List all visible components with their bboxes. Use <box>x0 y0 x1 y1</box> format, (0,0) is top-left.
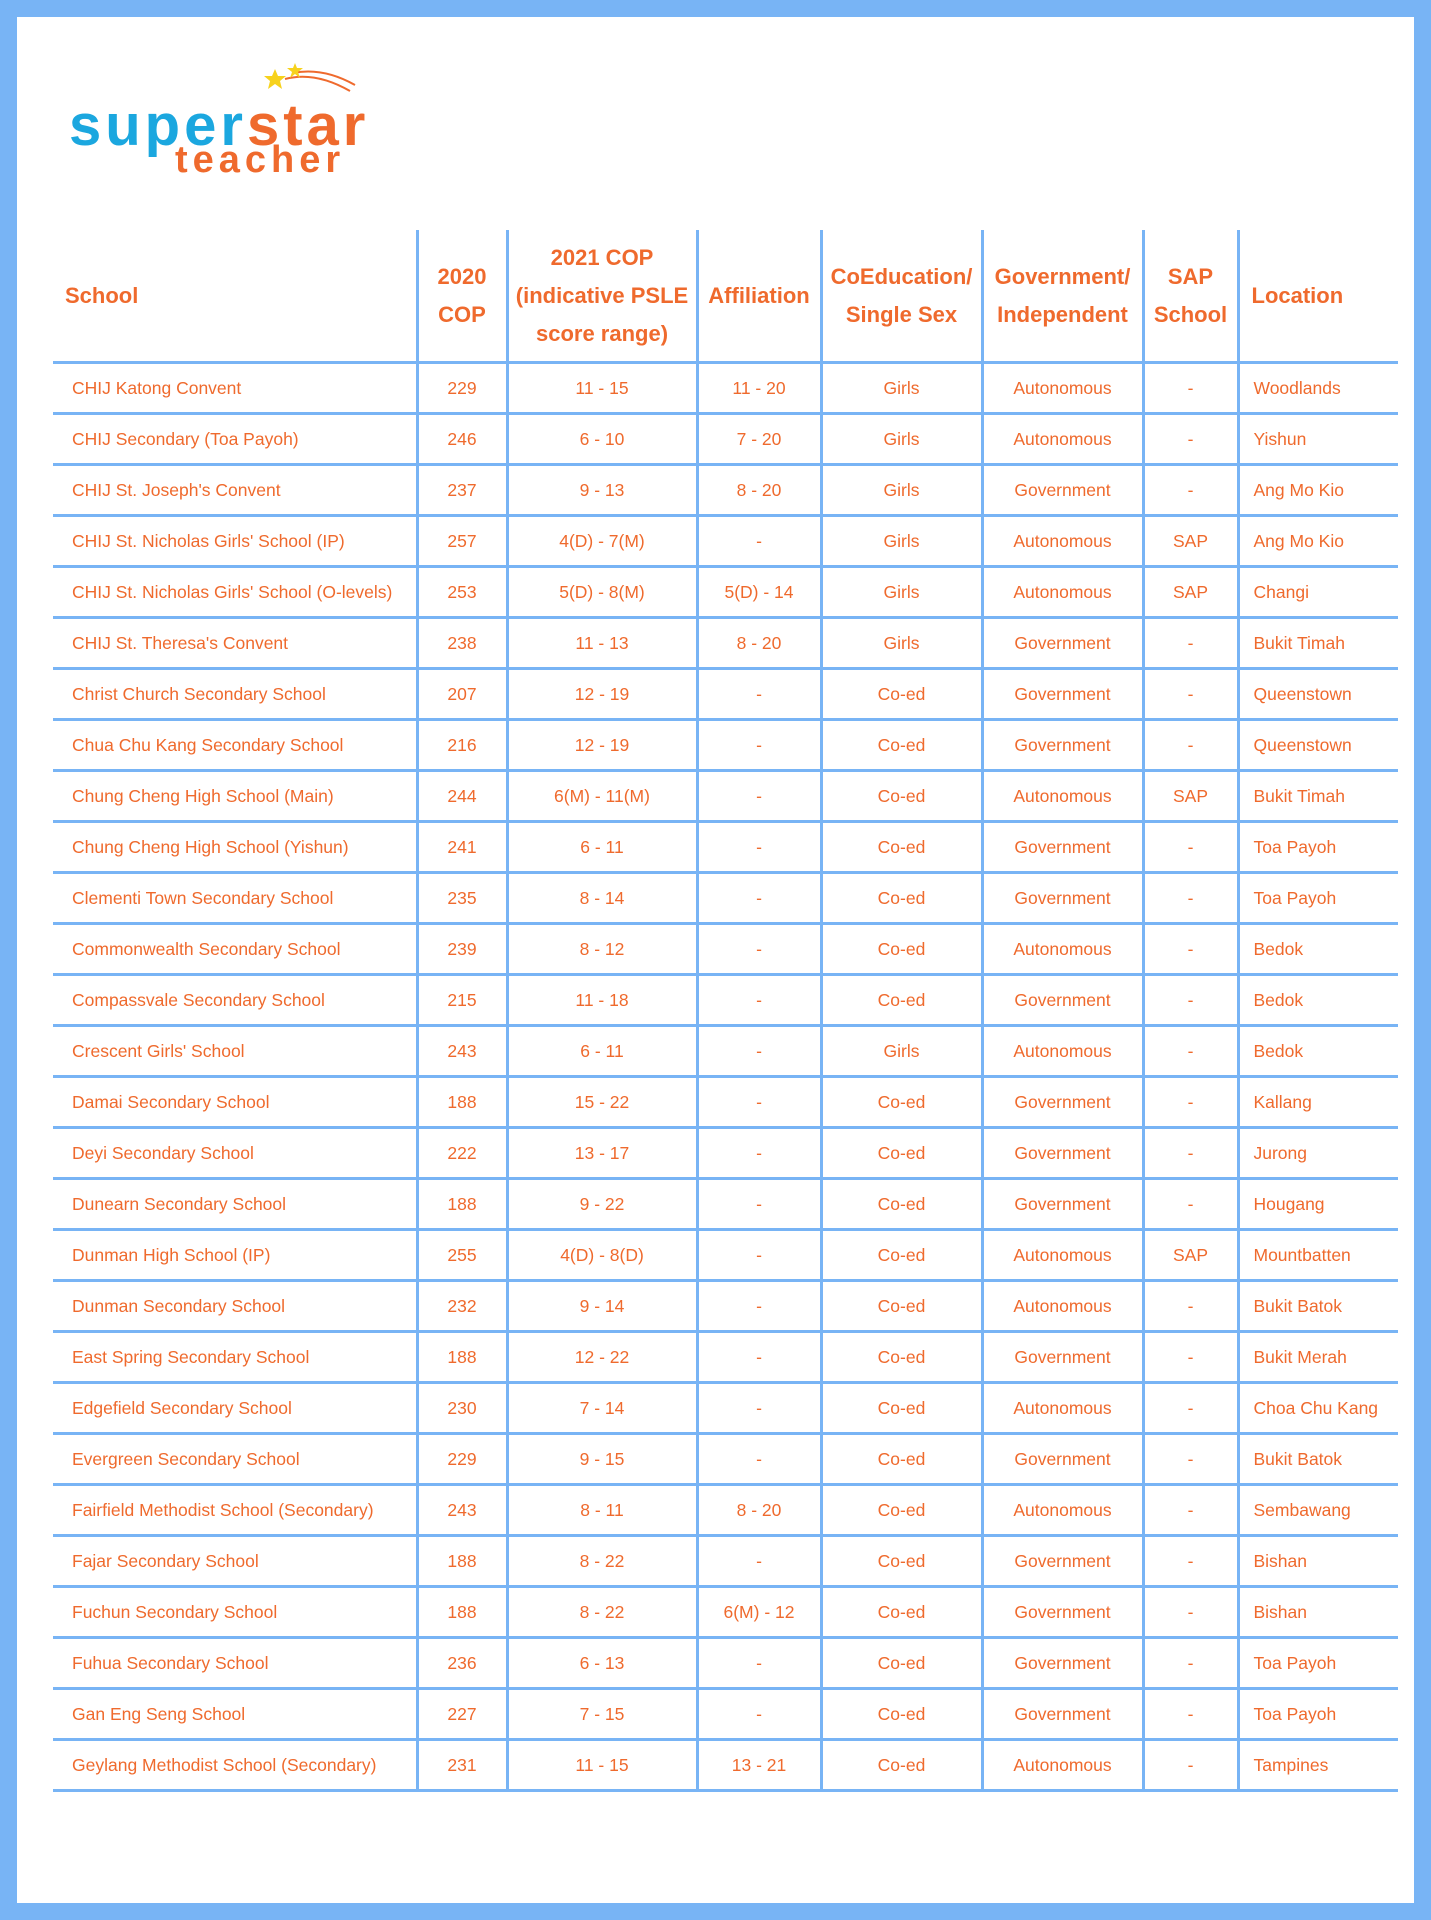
cell-cop-2020: 235 <box>417 873 507 924</box>
cell-cop-2020: 238 <box>417 618 507 669</box>
cell-location: Ang Mo Kio <box>1238 516 1398 567</box>
cell-cop-2021: 7 - 14 <box>507 1383 697 1434</box>
cell-government-independent: Government <box>982 465 1143 516</box>
cell-coeducation: Co-ed <box>821 924 982 975</box>
cell-sap-school: - <box>1143 1281 1238 1332</box>
cell-school: Crescent Girls' School <box>53 1026 417 1077</box>
cell-cop-2020: 188 <box>417 1536 507 1587</box>
cell-sap-school: - <box>1143 720 1238 771</box>
cell-coeducation: Co-ed <box>821 1485 982 1536</box>
cell-school: Gan Eng Seng School <box>53 1689 417 1740</box>
cell-school: Edgefield Secondary School <box>53 1383 417 1434</box>
cell-coeducation: Co-ed <box>821 822 982 873</box>
cell-government-independent: Government <box>982 1179 1143 1230</box>
cell-cop-2021: 4(D) - 8(D) <box>507 1230 697 1281</box>
cell-coeducation: Co-ed <box>821 1536 982 1587</box>
table-row <box>53 873 1398 924</box>
cell-affiliation: - <box>697 669 821 720</box>
cell-government-independent: Autonomous <box>982 1485 1143 1536</box>
cell-cop-2020: 257 <box>417 516 507 567</box>
cell-location: Ang Mo Kio <box>1238 465 1398 516</box>
cell-cop-2020: 237 <box>417 465 507 516</box>
cell-cop-2020: 246 <box>417 414 507 465</box>
cell-sap-school: - <box>1143 1077 1238 1128</box>
cell-sap-school: - <box>1143 1434 1238 1485</box>
cell-sap-school: - <box>1143 363 1238 414</box>
cell-government-independent: Autonomous <box>982 516 1143 567</box>
cell-location: Toa Payoh <box>1238 873 1398 924</box>
cell-sap-school: SAP <box>1143 771 1238 822</box>
cell-affiliation: - <box>697 975 821 1026</box>
cell-cop-2020: 243 <box>417 1026 507 1077</box>
cell-cop-2021: 15 - 22 <box>507 1077 697 1128</box>
cell-cop-2021: 6 - 11 <box>507 822 697 873</box>
cell-coeducation: Co-ed <box>821 975 982 1026</box>
cell-coeducation: Girls <box>821 414 982 465</box>
cell-government-independent: Autonomous <box>982 363 1143 414</box>
cell-sap-school: - <box>1143 924 1238 975</box>
cell-cop-2021: 8 - 14 <box>507 873 697 924</box>
cell-school: East Spring Secondary School <box>53 1332 417 1383</box>
table-row <box>53 771 1398 822</box>
header-school <box>53 230 417 363</box>
cell-school: CHIJ Secondary (Toa Payoh) <box>53 414 417 465</box>
cell-coeducation: Co-ed <box>821 1638 982 1689</box>
cell-cop-2021: 5(D) - 8(M) <box>507 567 697 618</box>
cell-affiliation: - <box>697 1689 821 1740</box>
cell-government-independent: Autonomous <box>982 1026 1143 1077</box>
table-header-row <box>53 230 1398 363</box>
cell-affiliation: - <box>697 516 821 567</box>
cell-school: CHIJ St. Nicholas Girls' School (O-levels) <box>53 567 417 618</box>
cell-cop-2020: 229 <box>417 1434 507 1485</box>
cell-affiliation: - <box>697 1077 821 1128</box>
cell-school: CHIJ Katong Convent <box>53 363 417 414</box>
cell-affiliation: - <box>697 924 821 975</box>
table-row <box>53 1536 1398 1587</box>
table-row <box>53 822 1398 873</box>
cell-sap-school: - <box>1143 1689 1238 1740</box>
cell-school: Dunman High School (IP) <box>53 1230 417 1281</box>
header-sap-school-line: SAP <box>1167 263 1214 289</box>
cop-table <box>53 230 1398 1792</box>
table-row <box>53 1179 1398 1230</box>
cell-cop-2021: 13 - 17 <box>507 1128 697 1179</box>
cell-affiliation: - <box>697 1230 821 1281</box>
cell-affiliation: - <box>697 1281 821 1332</box>
cell-government-independent: Government <box>982 1689 1143 1740</box>
cell-cop-2020: 188 <box>417 1179 507 1230</box>
cell-government-independent: Autonomous <box>982 414 1143 465</box>
cell-cop-2021: 11 - 18 <box>507 975 697 1026</box>
cell-affiliation: 7 - 20 <box>697 414 821 465</box>
cell-affiliation: - <box>697 1332 821 1383</box>
cell-coeducation: Co-ed <box>821 1077 982 1128</box>
cell-location: Sembawang <box>1238 1485 1398 1536</box>
cell-cop-2021: 6 - 11 <box>507 1026 697 1077</box>
cell-cop-2020: 188 <box>417 1077 507 1128</box>
table-row <box>53 1230 1398 1281</box>
cell-school: Commonwealth Secondary School <box>53 924 417 975</box>
cell-coeducation: Co-ed <box>821 1281 982 1332</box>
cell-sap-school: - <box>1143 1485 1238 1536</box>
header-cop-2021-line: (indicative PSLE <box>515 282 689 308</box>
cell-school: Evergreen Secondary School <box>53 1434 417 1485</box>
cell-sap-school: - <box>1143 1128 1238 1179</box>
cell-coeducation: Girls <box>821 363 982 414</box>
cell-coeducation: Girls <box>821 516 982 567</box>
cell-cop-2021: 12 - 19 <box>507 669 697 720</box>
cell-cop-2021: 11 - 15 <box>507 363 697 414</box>
cell-sap-school: - <box>1143 1179 1238 1230</box>
cell-location: Bedok <box>1238 1026 1398 1077</box>
cell-sap-school: - <box>1143 822 1238 873</box>
cell-cop-2020: 241 <box>417 822 507 873</box>
cell-government-independent: Government <box>982 975 1143 1026</box>
header-location <box>1238 230 1398 363</box>
cell-affiliation: - <box>697 1536 821 1587</box>
cell-school: Fuchun Secondary School <box>53 1587 417 1638</box>
cell-coeducation: Co-ed <box>821 1179 982 1230</box>
cell-location: Yishun <box>1238 414 1398 465</box>
table-row <box>53 363 1398 414</box>
cell-cop-2021: 6 - 13 <box>507 1638 697 1689</box>
cell-affiliation: 8 - 20 <box>697 1485 821 1536</box>
superstar-teacher-logo <box>55 55 375 185</box>
cell-cop-2020: 215 <box>417 975 507 1026</box>
cell-school: Deyi Secondary School <box>53 1128 417 1179</box>
cell-government-independent: Government <box>982 1332 1143 1383</box>
table-row <box>53 1383 1398 1434</box>
cell-government-independent: Government <box>982 618 1143 669</box>
cell-cop-2020: 231 <box>417 1740 507 1791</box>
cell-affiliation: - <box>697 1026 821 1077</box>
cell-cop-2021: 12 - 19 <box>507 720 697 771</box>
header-coeducation-line: CoEducation/ <box>830 263 973 289</box>
table-row <box>53 924 1398 975</box>
cell-location: Mountbatten <box>1238 1230 1398 1281</box>
cell-location: Bishan <box>1238 1536 1398 1587</box>
cell-school: Damai Secondary School <box>53 1077 417 1128</box>
cell-location: Changi <box>1238 567 1398 618</box>
cell-cop-2021: 8 - 11 <box>507 1485 697 1536</box>
table-row <box>53 1281 1398 1332</box>
cell-government-independent: Autonomous <box>982 1383 1143 1434</box>
cell-coeducation: Co-ed <box>821 1434 982 1485</box>
cell-affiliation: 8 - 20 <box>697 465 821 516</box>
header-cop-2021-line: 2021 COP <box>550 244 654 270</box>
cell-affiliation: 6(M) - 12 <box>697 1587 821 1638</box>
cell-affiliation: 13 - 21 <box>697 1740 821 1791</box>
header-location-line: Location <box>1251 282 1344 308</box>
cell-government-independent: Government <box>982 1638 1143 1689</box>
table-row <box>53 1332 1398 1383</box>
cell-government-independent: Government <box>982 873 1143 924</box>
cell-cop-2021: 6 - 10 <box>507 414 697 465</box>
cell-cop-2021: 12 - 22 <box>507 1332 697 1383</box>
cell-school: Fairfield Methodist School (Secondary) <box>53 1485 417 1536</box>
cell-coeducation: Co-ed <box>821 720 982 771</box>
cell-coeducation: Co-ed <box>821 669 982 720</box>
cell-sap-school: - <box>1143 414 1238 465</box>
header-affiliation <box>697 230 821 363</box>
table-row <box>53 516 1398 567</box>
cell-cop-2020: 222 <box>417 1128 507 1179</box>
cell-government-independent: Autonomous <box>982 1230 1143 1281</box>
header-affiliation-line: Affiliation <box>708 282 810 308</box>
cell-cop-2020: 230 <box>417 1383 507 1434</box>
cell-location: Toa Payoh <box>1238 1689 1398 1740</box>
table-row <box>53 414 1398 465</box>
cell-cop-2020: 253 <box>417 567 507 618</box>
cell-sap-school: - <box>1143 975 1238 1026</box>
cell-sap-school: - <box>1143 465 1238 516</box>
table-row <box>53 1077 1398 1128</box>
cell-cop-2021: 11 - 15 <box>507 1740 697 1791</box>
cell-school: Fajar Secondary School <box>53 1536 417 1587</box>
cell-affiliation: - <box>697 873 821 924</box>
cell-location: Bukit Timah <box>1238 618 1398 669</box>
cell-location: Queenstown <box>1238 720 1398 771</box>
cell-location: Bedok <box>1238 975 1398 1026</box>
cell-sap-school: - <box>1143 1587 1238 1638</box>
cell-coeducation: Co-ed <box>821 1128 982 1179</box>
cell-affiliation: - <box>697 822 821 873</box>
cell-cop-2021: 6(M) - 11(M) <box>507 771 697 822</box>
cell-location: Hougang <box>1238 1179 1398 1230</box>
logo-star: star <box>246 93 370 158</box>
cell-cop-2021: 9 - 14 <box>507 1281 697 1332</box>
cell-school: Christ Church Secondary School <box>53 669 417 720</box>
cell-sap-school: SAP <box>1143 567 1238 618</box>
table-body <box>53 363 1398 1791</box>
table-row <box>53 975 1398 1026</box>
cell-school: Dunman Secondary School <box>53 1281 417 1332</box>
cell-location: Kallang <box>1238 1077 1398 1128</box>
table-row <box>53 1689 1398 1740</box>
cell-sap-school: - <box>1143 1638 1238 1689</box>
cell-government-independent: Autonomous <box>982 1740 1143 1791</box>
cell-sap-school: - <box>1143 1536 1238 1587</box>
logo-super: super <box>69 93 247 158</box>
cell-government-independent: Government <box>982 822 1143 873</box>
header-cop-2020-line: COP <box>438 301 486 327</box>
cell-sap-school: - <box>1143 618 1238 669</box>
cell-affiliation: - <box>697 1434 821 1485</box>
cell-government-independent: Government <box>982 1587 1143 1638</box>
cell-school: CHIJ St. Theresa's Convent <box>53 618 417 669</box>
cell-location: Toa Payoh <box>1238 822 1398 873</box>
cell-location: Bukit Timah <box>1238 771 1398 822</box>
cell-coeducation: Co-ed <box>821 771 982 822</box>
header-sap-school-line: School <box>1153 301 1228 327</box>
cell-school: Geylang Methodist School (Secondary) <box>53 1740 417 1791</box>
logo-word-teacher: teacher <box>175 139 346 181</box>
cell-affiliation: - <box>697 1638 821 1689</box>
header-government-independent-line: Independent <box>997 301 1128 327</box>
cell-cop-2020: 244 <box>417 771 507 822</box>
header-cop-2020 <box>417 230 507 363</box>
header-coeducation <box>821 230 982 363</box>
cell-government-independent: Government <box>982 669 1143 720</box>
cell-cop-2020: 229 <box>417 363 507 414</box>
cell-location: Queenstown <box>1238 669 1398 720</box>
table-row <box>53 1740 1398 1791</box>
header-school-line: School <box>65 282 139 308</box>
cell-school: Chung Cheng High School (Yishun) <box>53 822 417 873</box>
cell-school: Chua Chu Kang Secondary School <box>53 720 417 771</box>
cell-cop-2020: 207 <box>417 669 507 720</box>
cell-government-independent: Autonomous <box>982 924 1143 975</box>
table-row <box>53 465 1398 516</box>
cell-government-independent: Government <box>982 1536 1143 1587</box>
cell-affiliation: - <box>697 1383 821 1434</box>
cell-government-independent: Government <box>982 1434 1143 1485</box>
cell-affiliation: 11 - 20 <box>697 363 821 414</box>
cell-affiliation: 8 - 20 <box>697 618 821 669</box>
cell-cop-2021: 7 - 15 <box>507 1689 697 1740</box>
cell-sap-school: SAP <box>1143 516 1238 567</box>
cell-location: Tampines <box>1238 1740 1398 1791</box>
cell-coeducation: Girls <box>821 1026 982 1077</box>
cell-location: Choa Chu Kang <box>1238 1383 1398 1434</box>
table-row <box>53 1128 1398 1179</box>
cell-sap-school: - <box>1143 669 1238 720</box>
cell-school: Clementi Town Secondary School <box>53 873 417 924</box>
cell-government-independent: Government <box>982 1128 1143 1179</box>
cell-cop-2020: 232 <box>417 1281 507 1332</box>
cell-government-independent: Government <box>982 720 1143 771</box>
table-row <box>53 1638 1398 1689</box>
cell-location: Bukit Merah <box>1238 1332 1398 1383</box>
cell-cop-2020: 188 <box>417 1332 507 1383</box>
cell-coeducation: Co-ed <box>821 1332 982 1383</box>
cell-coeducation: Co-ed <box>821 1740 982 1791</box>
cell-cop-2021: 8 - 12 <box>507 924 697 975</box>
cell-cop-2021: 4(D) - 7(M) <box>507 516 697 567</box>
cell-school: Fuhua Secondary School <box>53 1638 417 1689</box>
cell-government-independent: Autonomous <box>982 1281 1143 1332</box>
header-sap-school <box>1143 230 1238 363</box>
cell-location: Bukit Batok <box>1238 1434 1398 1485</box>
cell-cop-2021: 8 - 22 <box>507 1536 697 1587</box>
cell-cop-2020: 243 <box>417 1485 507 1536</box>
cell-location: Bukit Batok <box>1238 1281 1398 1332</box>
header-cop-2020-line: 2020 <box>437 263 487 289</box>
table-row <box>53 618 1398 669</box>
cell-coeducation: Girls <box>821 567 982 618</box>
cell-cop-2020: 239 <box>417 924 507 975</box>
table-row <box>53 1587 1398 1638</box>
cell-location: Bedok <box>1238 924 1398 975</box>
page-sheet <box>17 17 1414 1903</box>
cell-cop-2020: 227 <box>417 1689 507 1740</box>
cell-sap-school: - <box>1143 1740 1238 1791</box>
cell-government-independent: Autonomous <box>982 771 1143 822</box>
cell-sap-school: - <box>1143 1332 1238 1383</box>
cell-affiliation: - <box>697 720 821 771</box>
cell-cop-2020: 255 <box>417 1230 507 1281</box>
table-row <box>53 669 1398 720</box>
header-cop-2021 <box>507 230 697 363</box>
cell-school: Compassvale Secondary School <box>53 975 417 1026</box>
cell-coeducation: Co-ed <box>821 1587 982 1638</box>
cell-affiliation: 5(D) - 14 <box>697 567 821 618</box>
cell-location: Woodlands <box>1238 363 1398 414</box>
cell-location: Toa Payoh <box>1238 1638 1398 1689</box>
cell-location: Bishan <box>1238 1587 1398 1638</box>
header-government-independent-line: Government/ <box>994 263 1131 289</box>
cell-affiliation: - <box>697 1179 821 1230</box>
cell-school: Chung Cheng High School (Main) <box>53 771 417 822</box>
cell-cop-2021: 9 - 15 <box>507 1434 697 1485</box>
table-row <box>53 1026 1398 1077</box>
table-row <box>53 567 1398 618</box>
cell-sap-school: - <box>1143 1383 1238 1434</box>
table-row <box>53 720 1398 771</box>
cell-location: Jurong <box>1238 1128 1398 1179</box>
cell-cop-2021: 9 - 13 <box>507 465 697 516</box>
cell-coeducation: Girls <box>821 465 982 516</box>
cell-school: Dunearn Secondary School <box>53 1179 417 1230</box>
cell-affiliation: - <box>697 771 821 822</box>
cell-sap-school: - <box>1143 873 1238 924</box>
table-row <box>53 1434 1398 1485</box>
table-row <box>53 1485 1398 1536</box>
cell-coeducation: Co-ed <box>821 1383 982 1434</box>
cell-coeducation: Girls <box>821 618 982 669</box>
cell-school: CHIJ St. Joseph's Convent <box>53 465 417 516</box>
cell-cop-2020: 216 <box>417 720 507 771</box>
cell-coeducation: Co-ed <box>821 1689 982 1740</box>
cell-affiliation: - <box>697 1128 821 1179</box>
cell-cop-2021: 9 - 22 <box>507 1179 697 1230</box>
cell-sap-school: SAP <box>1143 1230 1238 1281</box>
cell-cop-2021: 11 - 13 <box>507 618 697 669</box>
cell-government-independent: Government <box>982 1077 1143 1128</box>
cell-coeducation: Co-ed <box>821 1230 982 1281</box>
header-cop-2021-line: score range) <box>535 320 669 346</box>
cell-cop-2020: 188 <box>417 1587 507 1638</box>
header-government-independent <box>982 230 1143 363</box>
cell-cop-2021: 8 - 22 <box>507 1587 697 1638</box>
cell-coeducation: Co-ed <box>821 873 982 924</box>
header-coeducation-line: Single Sex <box>845 301 958 327</box>
cell-government-independent: Autonomous <box>982 567 1143 618</box>
cell-school: CHIJ St. Nicholas Girls' School (IP) <box>53 516 417 567</box>
cell-sap-school: - <box>1143 1026 1238 1077</box>
cell-cop-2020: 236 <box>417 1638 507 1689</box>
